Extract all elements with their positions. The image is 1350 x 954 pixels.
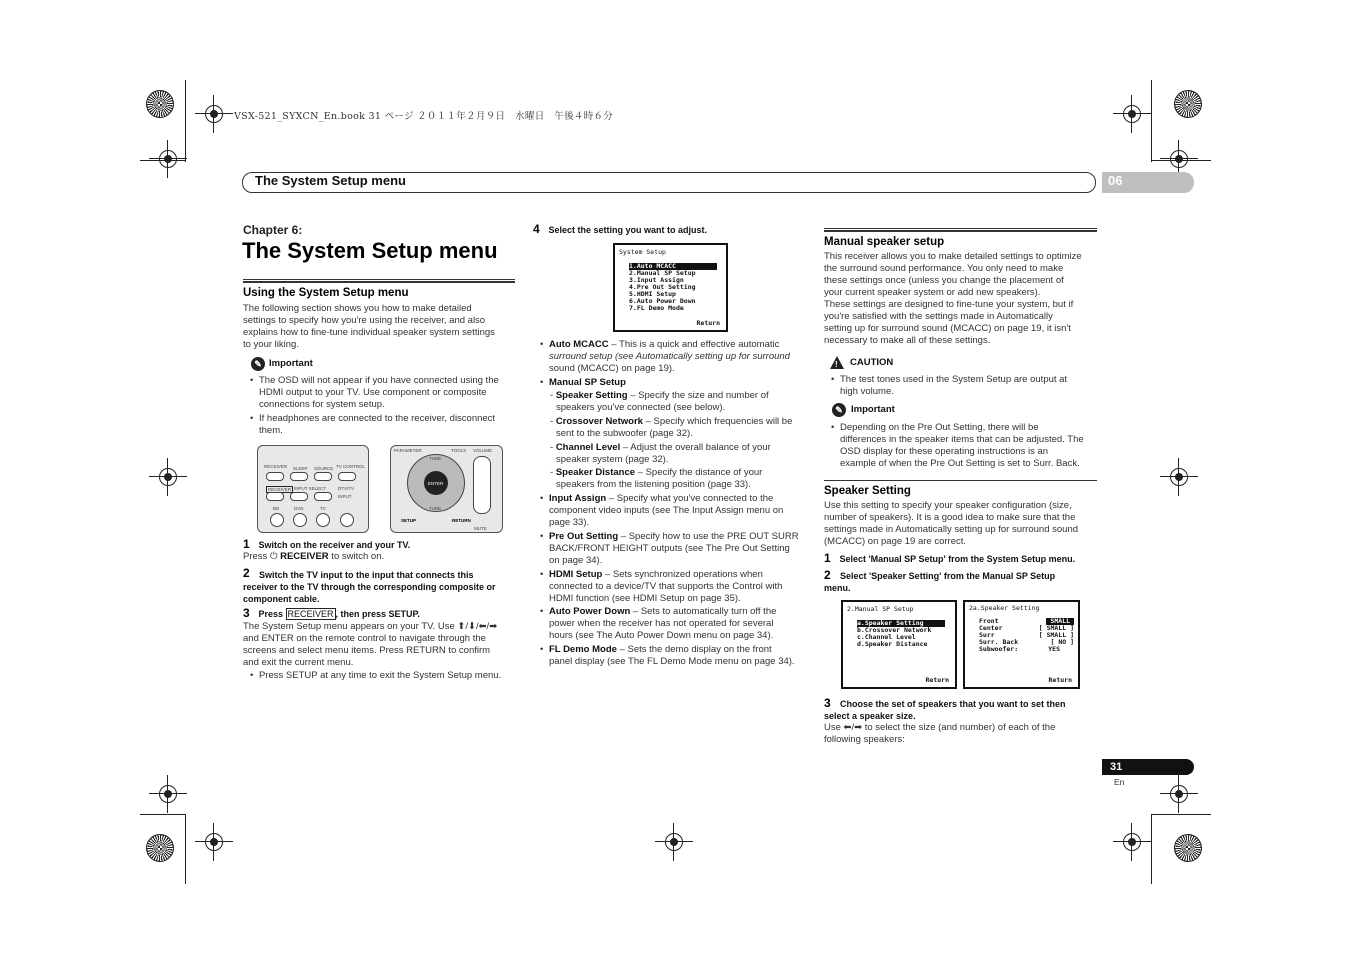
- text-line: component video inputs (see The Input Assign menu on: [549, 505, 784, 516]
- crop-mark: [140, 814, 186, 815]
- input-label: INPUT: [338, 494, 352, 499]
- item-name: Crossover Network: [555, 416, 643, 427]
- step-1-body: [243, 551, 384, 563]
- text-line: sent to the subwoofer (page 32).: [556, 428, 693, 439]
- dvd-button: [293, 513, 307, 527]
- step-text: Select 'Manual SP Setup' from the System Setup menu.: [839, 554, 1076, 564]
- bullet-auto-power-down: [549, 606, 776, 642]
- bullet-item: [259, 413, 495, 437]
- text-line: them.: [259, 425, 283, 436]
- dvd-label: DVD: [294, 506, 304, 511]
- text-line: you're satisfied with the settings made in Automatically: [824, 311, 1053, 322]
- text-run: to switch on.: [328, 551, 385, 562]
- text-line: – Specify the distance of your: [637, 467, 763, 478]
- osd-row-value: [ SMALL ]: [1038, 624, 1074, 632]
- receiver-label: RECEIVER: [264, 464, 288, 469]
- enter-label: ENTER: [428, 481, 444, 486]
- divider: [824, 480, 1097, 481]
- registration-mark-icon: [155, 781, 181, 807]
- remote-illustration-nav: [390, 445, 503, 533]
- text-line: • Depending on the Pre Out Setting, there will be: [840, 422, 1039, 433]
- registration-mark-icon: [1166, 464, 1192, 490]
- source-button: [314, 472, 332, 481]
- text-line: settings made in Automatically setting up for surround sound: [824, 524, 1079, 535]
- text-line: screens and select menu items. Press RETURN to confirm: [243, 645, 491, 656]
- text-line: surround setup (see Automatically setting up for surround: [549, 351, 790, 362]
- osd-return: Return: [1048, 676, 1072, 684]
- text-line: – Specify what you've connected to the: [608, 493, 774, 504]
- crop-mark: [185, 814, 186, 884]
- important-label: Important: [851, 404, 895, 415]
- step-number: 1: [243, 537, 250, 551]
- item-name: Channel Level: [555, 442, 621, 453]
- item-name: FL Demo Mode: [549, 644, 617, 655]
- text-line: these settings once (unless you change the placement of: [824, 275, 1064, 286]
- text-line: • Press SETUP at any time to exit the System Setup menu.: [259, 670, 502, 681]
- bullet-input-assign: [549, 493, 783, 529]
- osd-row-label: Subwoofer:: [979, 645, 1019, 653]
- caution-icon: !: [830, 356, 844, 369]
- tv-label: TV: [320, 506, 326, 511]
- osd-item: d.Speaker Distance: [857, 640, 928, 648]
- text-line: connections for system setup.: [259, 399, 385, 410]
- registration-mark-icon: [1119, 101, 1145, 127]
- step-3-body: [824, 722, 1055, 746]
- osd-item-selected: 1.Auto MCACC: [629, 263, 717, 270]
- text-line: speakers you've connected (see below).: [556, 402, 726, 413]
- text-line: setting up for surround sound (MCACC) on page 19, it isn't: [824, 323, 1071, 334]
- step-number: 2: [243, 566, 250, 580]
- bullet-item: [259, 375, 499, 411]
- tv-button: [316, 513, 330, 527]
- bullet-item: [259, 670, 501, 682]
- color-rosette-icon: [1174, 90, 1202, 118]
- text-line: – Specify the size and number of: [630, 390, 769, 401]
- source-label: SOURCE: [314, 466, 334, 471]
- item-name: Auto MCACC: [549, 339, 609, 350]
- osd-row-label: Center: [979, 624, 1003, 632]
- text-line: select a speaker size.: [824, 711, 916, 721]
- sleep-button: [290, 472, 308, 481]
- item-name: Speaker Distance: [555, 467, 636, 478]
- input-right-button: [314, 492, 332, 501]
- step-number: 4: [533, 222, 540, 236]
- osd-title: 2.Manual SP Setup: [847, 605, 914, 613]
- registration-mark-icon: [661, 829, 687, 855]
- text-line: BACK/FRONT HEIGHT outputs (see The Pre Out Setting: [549, 543, 790, 554]
- text-line: Use ⬅/➡ to select the size (and number) of each of the: [824, 722, 1056, 733]
- text-line: Switch the TV input to the input that connects this: [259, 570, 474, 580]
- item-name: Pre Out Setting: [549, 531, 619, 542]
- text-line: connected to a device/TV that supports the Control with: [549, 581, 783, 592]
- caution-label: CAUTION: [850, 357, 894, 368]
- section-heading: Speaker Setting: [824, 485, 911, 497]
- crop-mark: [1151, 814, 1211, 815]
- osd-item: 2.Manual SP Setup: [629, 269, 696, 277]
- step-4: [533, 223, 707, 237]
- registration-mark-icon: [201, 101, 227, 127]
- text-line: Use this setting to specify your speaker configuration (size,: [824, 500, 1072, 511]
- osd-item: 4.Pre Out Setting: [629, 283, 696, 291]
- receiver-key: RECEIVER: [287, 609, 334, 619]
- tune-up-label: TUNE: [429, 456, 442, 461]
- step-2-text: [824, 570, 1055, 594]
- page-language: En: [1114, 777, 1125, 787]
- crop-mark: [1151, 80, 1152, 162]
- crop-mark: [185, 80, 186, 162]
- item-name: HDMI Setup: [549, 569, 603, 580]
- tune-down-label: TUNE: [429, 506, 442, 511]
- crop-mark: [1151, 814, 1152, 884]
- osd-title: 2a.Speaker Setting: [969, 604, 1040, 612]
- text-line: • The test tones used in the System Setup are output at: [840, 374, 1068, 385]
- item-name: Input Assign: [549, 493, 607, 504]
- registration-mark-icon: [201, 829, 227, 855]
- text-line: These settings are designed to fine-tune your system, but if: [824, 299, 1074, 310]
- osd-system-setup: [613, 243, 728, 332]
- parameter-label: PARAMETER: [394, 448, 422, 453]
- osd-menu: [629, 263, 717, 312]
- step-text: Switch on the receiver and your TV.: [258, 540, 411, 550]
- text-line: differences in the speaker items that can be adjusted. The: [840, 434, 1084, 445]
- step-text: Press: [258, 609, 286, 619]
- input-left-button: [290, 492, 308, 501]
- important-icon: ✎: [832, 403, 846, 417]
- step-2-text: [243, 569, 496, 605]
- important-label: Important: [269, 358, 313, 369]
- osd-row-value: [ NO ]: [1050, 638, 1074, 646]
- sub-item-speaker-distance: - Speaker Distance – Specify the distance of your speakers from the listening position (page 33).: [550, 467, 763, 490]
- registration-mark-icon: [1166, 781, 1192, 807]
- text-line: and ENTER on the remote control to navigate through the: [243, 633, 486, 644]
- text-line: hours (see The Auto Power Down menu on page 34).: [549, 630, 774, 641]
- text-line: menu.: [824, 583, 851, 593]
- mute-label: MUTE: [474, 526, 487, 531]
- color-rosette-icon: [146, 90, 174, 118]
- text-line: speaker system (page 32).: [556, 454, 669, 465]
- remote-illustration-top: [257, 445, 369, 533]
- step-1: [243, 538, 410, 552]
- chapter-label: Chapter 6:: [243, 223, 303, 237]
- chapter-tab-number: 06: [1108, 173, 1123, 188]
- divider: [824, 228, 1097, 232]
- text-line: following speakers:: [824, 734, 905, 745]
- receiver-mode-button: [266, 492, 284, 501]
- text-line: – Specify how to use the PRE OUT SURR: [620, 531, 799, 542]
- print-header: VSX-521_SYXCN_En.book 31 ページ ２０１１年２月９日 水曜日 午後４時６分: [234, 111, 614, 122]
- bullet-item: [840, 374, 1067, 398]
- text-line: – This is a quick and effective automatic: [611, 339, 780, 350]
- text-line: panel display (see The FL Demo Mode menu on page 34).: [549, 656, 795, 667]
- osd-row: [979, 646, 1074, 653]
- text-line: – Sets synchronized operations when: [604, 569, 763, 580]
- volume-label: VOLUME: [473, 448, 493, 453]
- osd-item: b.Crossover Network: [857, 626, 932, 634]
- receiver-button-label: RECEIVER: [268, 487, 292, 492]
- tv-control-label: TV CONTROL: [336, 464, 366, 469]
- text-line: settings to specify how you're using the receiver, and also: [243, 315, 486, 326]
- bullet-manual-sp-setup: [549, 377, 626, 389]
- osd-title: System Setup: [619, 248, 666, 256]
- step-text: , then press SETUP.: [335, 609, 420, 619]
- page-number: 31: [1110, 761, 1123, 773]
- text-line: power when the receiver has not operated for several: [549, 618, 774, 629]
- text-line: necessary to make all of these settings.: [824, 335, 991, 346]
- text-line: example of when the Pre Out Setting is set to Surr. Back.: [840, 458, 1080, 469]
- step-3-body: [243, 621, 497, 669]
- text-line: on page 34).: [549, 555, 603, 566]
- speaker-setting-intro: [824, 500, 1078, 548]
- text-line: to your liking.: [243, 339, 299, 350]
- color-rosette-icon: [1174, 834, 1202, 862]
- bullet-item: [840, 422, 1084, 470]
- text-line: This receiver allows you to make detailed settings to optimize: [824, 251, 1082, 262]
- text-line: • If headphones are connected to the receiver, disconnect: [259, 413, 496, 424]
- item-name: Speaker Setting: [555, 390, 628, 401]
- power-icon: ⏻: [269, 551, 278, 562]
- text-line: speakers from the listening position (page 33).: [556, 479, 751, 490]
- text-line: HDMI function (see HDMI Setup on page 35).: [549, 593, 741, 604]
- text-line: OSD display for these operating instructions is an: [840, 446, 1049, 457]
- text-line: • The OSD will not appear if you have connected using the: [259, 375, 499, 386]
- osd-item: 5.HDMI Setup: [629, 290, 676, 298]
- text-run: RECEIVER: [280, 551, 329, 562]
- input-select-label: INPUT SELECT: [294, 486, 327, 491]
- text-line: page 33).: [549, 517, 590, 528]
- step-3-text: [824, 698, 1066, 722]
- dtv-tv-label: DTV/TV: [338, 486, 355, 491]
- step-number: 3: [243, 606, 250, 620]
- registration-mark-icon: [1166, 146, 1192, 172]
- bullet-auto-mcacc: [549, 339, 790, 375]
- step-text: Select the setting you want to adjust.: [548, 225, 707, 235]
- text-line: The System Setup menu appears on your TV. Use ⬆/⬇/⬅/➡: [243, 621, 498, 632]
- osd-rows: [979, 618, 1074, 653]
- header-title: The System Setup menu: [255, 173, 406, 188]
- osd-return: Return: [925, 676, 949, 684]
- text-line: – Sets to automatically turn off the: [632, 606, 777, 617]
- manual-setup-intro: [824, 251, 1082, 347]
- registration-mark-icon: [1119, 829, 1145, 855]
- setup-label: SETUP: [401, 518, 417, 523]
- osd-speaker-setting: [963, 600, 1080, 689]
- step-number: 1: [824, 551, 831, 565]
- text-line: – Specify which frequencies will be: [645, 416, 793, 427]
- sub-item-crossover: - Crossover Network – Specify which frequencies will be sent to the subwoofer (page 32).: [550, 416, 793, 439]
- osd-manual-sp-setup: [841, 600, 957, 689]
- text-line: the surround sound performance. You only need to make: [824, 263, 1064, 274]
- text-line: and exit the current menu.: [243, 657, 354, 668]
- text-line: – Sets the demo display on the front: [619, 644, 772, 655]
- item-name: Manual SP Setup: [549, 377, 626, 388]
- intro-paragraph: [243, 303, 495, 351]
- osd-row-label: Surr. Back: [979, 638, 1019, 646]
- text-line: HDMI output to your TV. Use component or composite: [259, 387, 487, 398]
- color-rosette-icon: [146, 834, 174, 862]
- osd-row-value-selected: SMALL: [1046, 618, 1074, 625]
- return-label: RETURN: [452, 518, 471, 523]
- osd-row-value: YES: [1048, 645, 1060, 653]
- volume-rocker: [473, 456, 491, 514]
- important-icon: ✎: [251, 357, 265, 371]
- text-line: The following section shows you how to make detailed: [243, 303, 472, 314]
- registration-mark-icon: [155, 146, 181, 172]
- step-3: [243, 607, 420, 621]
- sub-item-speaker-setting: - Speaker Setting – Specify the size and number of speakers you've connected (see below).: [550, 390, 769, 413]
- osd-menu: [857, 620, 945, 648]
- osd-item: c.Channel Level: [857, 633, 916, 641]
- sleep-label: SLEEP: [293, 466, 308, 471]
- text-run: Press: [243, 551, 270, 562]
- divider: [243, 279, 515, 283]
- section-heading: Using the System Setup menu: [243, 287, 409, 299]
- bullet-pre-out-setting: [549, 531, 799, 567]
- item-name: Auto Power Down: [549, 606, 631, 617]
- osd-item: 6.Auto Power Down: [629, 297, 696, 305]
- bd-button: [270, 513, 284, 527]
- chapter-title: The System Setup menu: [242, 238, 498, 263]
- text-line: your current speaker system or add new speakers).: [824, 287, 1041, 298]
- registration-mark-icon: [155, 464, 181, 490]
- power-icon: [340, 513, 354, 527]
- text-line: sound (MCACC) on page 19).: [549, 363, 675, 374]
- osd-item: 3.Input Assign: [629, 276, 684, 284]
- osd-item: 7.FL Demo Mode: [629, 304, 684, 312]
- bd-label: BD: [273, 506, 280, 511]
- text-line: – Adjust the overall balance of your: [622, 442, 771, 453]
- osd-row-label: Surr: [979, 631, 995, 639]
- text-line: explains how to fine-tune individual speaker system settings: [243, 327, 495, 338]
- step-1: [824, 552, 1075, 566]
- tv-control-button: [338, 472, 356, 481]
- osd-row-value: [ SMALL ]: [1038, 631, 1074, 639]
- osd-return: Return: [696, 319, 720, 327]
- text-line: high volume.: [840, 386, 894, 397]
- text-line: (MCACC) on page 19 are correct.: [824, 536, 967, 547]
- text-line: number of speakers). It is a good idea to make sure that the: [824, 512, 1076, 523]
- sub-item-channel-level: - Channel Level – Adjust the overall balance of your speaker system (page 32).: [550, 442, 771, 465]
- text-line: Choose the set of speakers that you want to set then: [840, 699, 1066, 709]
- tools-label: TOOLS: [451, 448, 467, 453]
- osd-item-selected: a.Speaker Setting: [857, 620, 945, 627]
- osd-row-label: Front: [979, 617, 999, 625]
- bullet-fl-demo-mode: [549, 644, 795, 668]
- receiver-power-button: [266, 472, 284, 481]
- bullet-hdmi-setup: [549, 569, 782, 605]
- text-line: receiver to the TV through the corresponding composite or: [243, 582, 496, 592]
- text-line: Select 'Speaker Setting' from the Manual SP Setup: [840, 571, 1056, 581]
- step-number: 3: [824, 696, 831, 710]
- text-line: component cable.: [243, 594, 320, 604]
- step-number: 2: [824, 568, 831, 582]
- section-heading: Manual speaker setup: [824, 236, 945, 248]
